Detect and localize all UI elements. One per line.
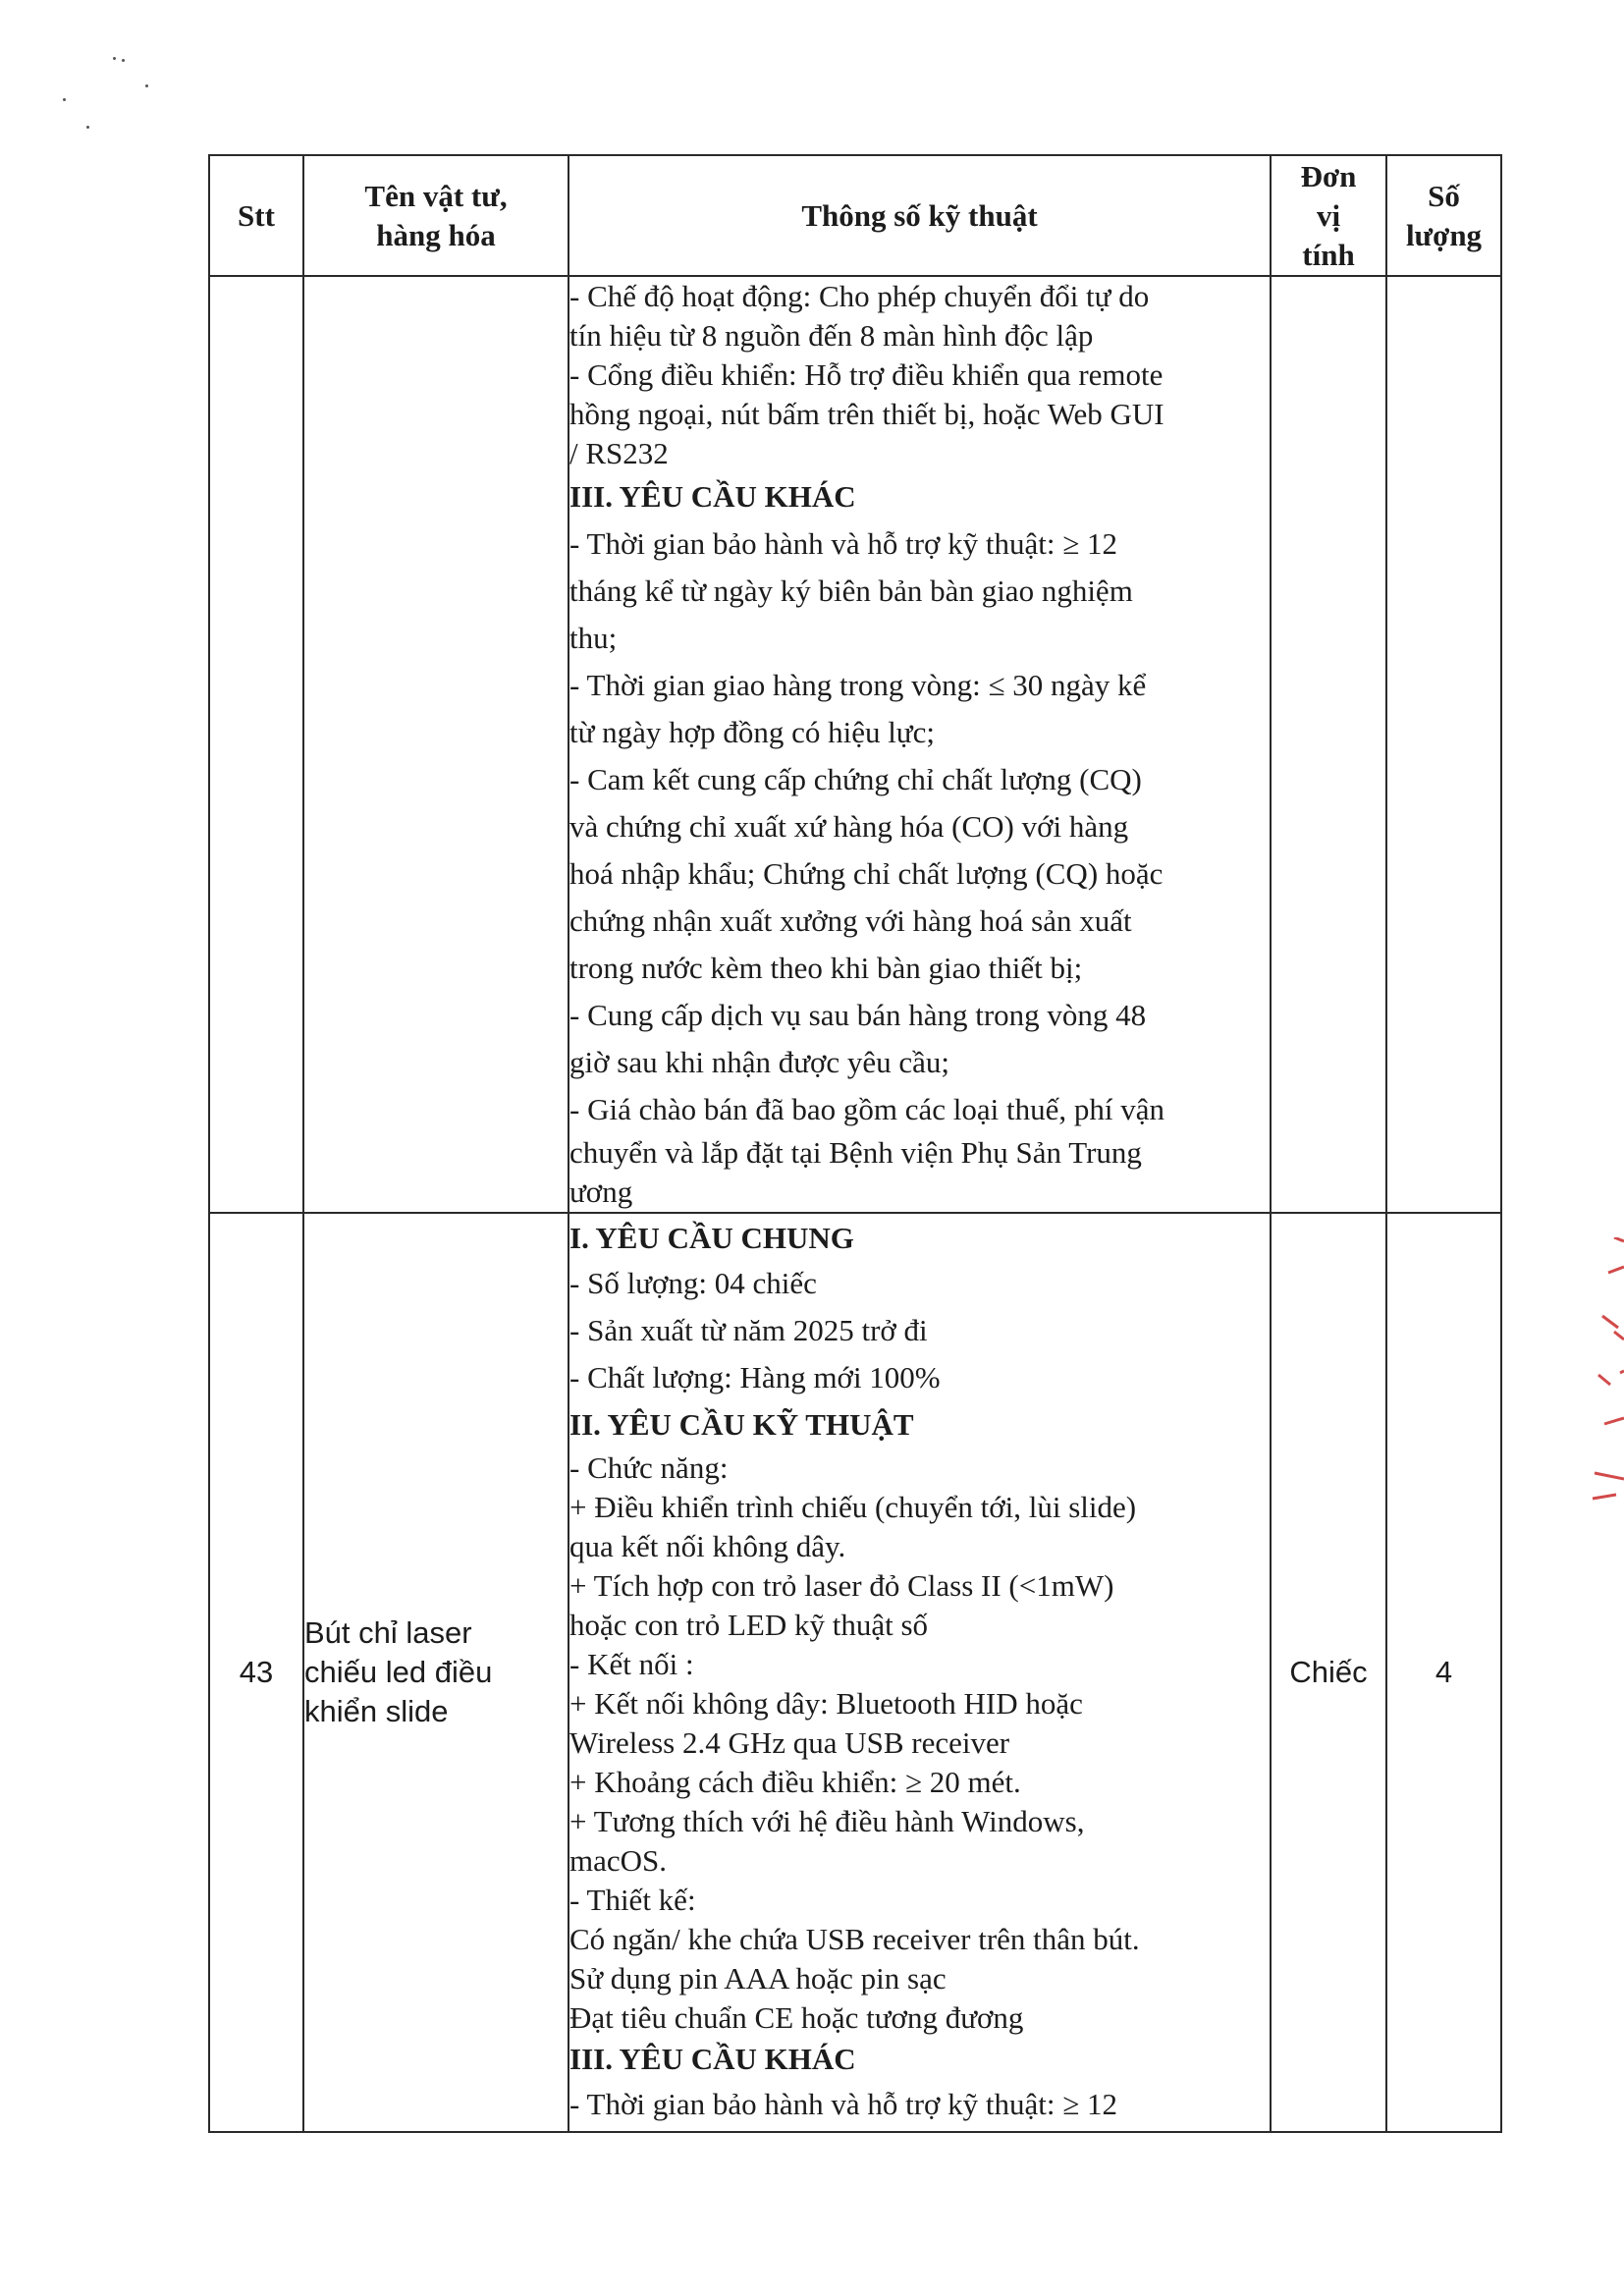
spec-line: Đạt tiêu chuẩn CE hoặc tương đương — [569, 2000, 1024, 2035]
header-item-name-line: hàng hóa — [376, 217, 496, 252]
spec-line: + Tích hợp con trỏ laser đỏ Class II (<1mW) — [569, 1568, 1114, 1603]
spec-line: - Chất lượng: Hàng mới 100% — [569, 1360, 941, 1394]
spec-line: chuyển và lắp đặt tại Bệnh viện Phụ Sản Trung — [569, 1135, 1142, 1170]
spec-line: + Điều khiển trình chiếu (chuyển tới, lùi slide) — [569, 1490, 1137, 1524]
spec-line: - Chức năng: — [569, 1450, 729, 1485]
spec-line: hồng ngoại, nút bấm trên thiết bị, hoặc Web GUI — [569, 397, 1164, 431]
row-stt — [209, 276, 303, 1213]
spec-line: - Cam kết cung cấp chứng chỉ chất lượng (CQ) — [569, 762, 1142, 796]
spec-line: - Cung cấp dịch vụ sau bán hàng trong vòng 48 — [569, 998, 1147, 1032]
header-quantity — [1386, 155, 1501, 276]
stamp-edge-mark — [1585, 1237, 1624, 1532]
spec-line: giờ sau khi nhận được yêu cầu; — [569, 1045, 950, 1079]
spec-line: Wireless 2.4 GHz qua USB receiver — [569, 1725, 1010, 1760]
spec-line: - Thời gian bảo hành và hỗ trợ kỹ thuật: ≥ 12 — [569, 526, 1118, 561]
table-header-row — [209, 155, 1501, 276]
header-stt: Stt — [209, 155, 303, 276]
spec-line: Có ngăn/ khe chứa USB receiver trên thân bút. — [569, 1922, 1140, 1956]
scan-speck — [145, 84, 148, 87]
spec-line: thu; — [569, 621, 618, 655]
header-quantity-line: lượng — [1405, 217, 1483, 252]
spec-section-heading: III. YÊU CẦU KHÁC — [569, 2042, 856, 2076]
spec-line: - Số lượng: 04 chiếc — [569, 1266, 817, 1300]
spec-line: chứng nhận xuất xưởng với hàng hoá sản xuất — [569, 903, 1132, 938]
item-name-line: chiếu led điều — [304, 1655, 493, 1689]
row-quantity — [1386, 276, 1501, 1213]
scan-speck — [63, 98, 66, 101]
item-name-line: khiển slide — [304, 1694, 449, 1728]
row-item-name — [303, 1213, 568, 2132]
row-item-name — [303, 276, 568, 1213]
scan-speck — [113, 57, 116, 60]
row-specification — [568, 1213, 1271, 2132]
spec-line: - Thời gian giao hàng trong vòng: ≤ 30 ngày kể — [569, 668, 1147, 702]
header-unit-line: Đơn — [1300, 158, 1357, 193]
spec-line: - Sản xuất từ năm 2025 trở đi — [569, 1313, 928, 1347]
spec-line: tháng kể từ ngày ký biên bản bàn giao nghiệm — [569, 574, 1133, 608]
header-item-name — [303, 155, 568, 276]
spec-line: - Chế độ hoạt động: Cho phép chuyển đổi tự do — [569, 279, 1150, 313]
spec-line: + Kết nối không dây: Bluetooth HID hoặc — [569, 1686, 1083, 1721]
row-stt: 43 — [209, 1213, 303, 2132]
spec-line: - Giá chào bán đã bao gồm các loại thuế, phí vận — [569, 1092, 1164, 1126]
spec-line: qua kết nối không dây. — [569, 1529, 846, 1563]
row-specification — [568, 276, 1271, 1213]
spec-line: hoá nhập khẩu; Chứng chỉ chất lượng (CQ) hoặc — [569, 856, 1164, 891]
spec-line: trong nước kèm theo khi bàn giao thiết bị; — [569, 951, 1083, 985]
spec-line: macOS. — [569, 1843, 668, 1878]
table-row — [209, 276, 1501, 1213]
spec-line: từ ngày hợp đồng có hiệu lực; — [569, 715, 935, 749]
header-quantity-line: Số — [1428, 178, 1460, 213]
scan-speck — [122, 59, 125, 62]
header-item-name-line: Tên vật tư, — [364, 178, 508, 213]
spec-line: Sử dụng pin AAA hoặc pin sạc — [569, 1961, 947, 1995]
spec-line: ương — [569, 1175, 633, 1209]
item-name-line: Bút chỉ laser — [304, 1615, 472, 1650]
spec-line: - Kết nối : — [569, 1647, 694, 1681]
header-unit-line: tính — [1302, 237, 1355, 272]
row-quantity: 4 — [1386, 1213, 1501, 2132]
spec-line: và chứng chỉ xuất xứ hàng hóa (CO) với hàng — [569, 809, 1129, 844]
header-specification: Thông số kỹ thuật — [568, 155, 1271, 276]
spec-section-heading: II. YÊU CẦU KỸ THUẬT — [569, 1407, 914, 1442]
row-unit: Chiếc — [1271, 1213, 1386, 2132]
spec-section-heading: I. YÊU CẦU CHUNG — [569, 1221, 854, 1255]
spec-section-heading: III. YÊU CẦU KHÁC — [569, 479, 856, 514]
spec-line: + Khoảng cách điều khiển: ≥ 20 mét. — [569, 1765, 1021, 1799]
spec-line: / RS232 — [569, 436, 669, 470]
spec-line: tín hiệu từ 8 nguồn đến 8 màn hình độc lập — [569, 318, 1094, 353]
spec-line: + Tương thích với hệ điều hành Windows, — [569, 1804, 1085, 1838]
header-unit — [1271, 155, 1386, 276]
header-unit-line: vị — [1316, 197, 1341, 233]
spec-line: hoặc con trỏ LED kỹ thuật số — [569, 1608, 929, 1642]
spec-line: - Thời gian bảo hành và hỗ trợ kỹ thuật: ≥ 12 — [569, 2087, 1118, 2121]
spec-line: - Thiết kế: — [569, 1883, 696, 1917]
spec-line: - Cổng điều khiển: Hỗ trợ điều khiển qua remote — [569, 357, 1164, 392]
row-unit — [1271, 276, 1386, 1213]
specification-table — [208, 154, 1502, 2133]
table-row — [209, 1213, 1501, 2132]
scan-speck — [86, 126, 89, 129]
